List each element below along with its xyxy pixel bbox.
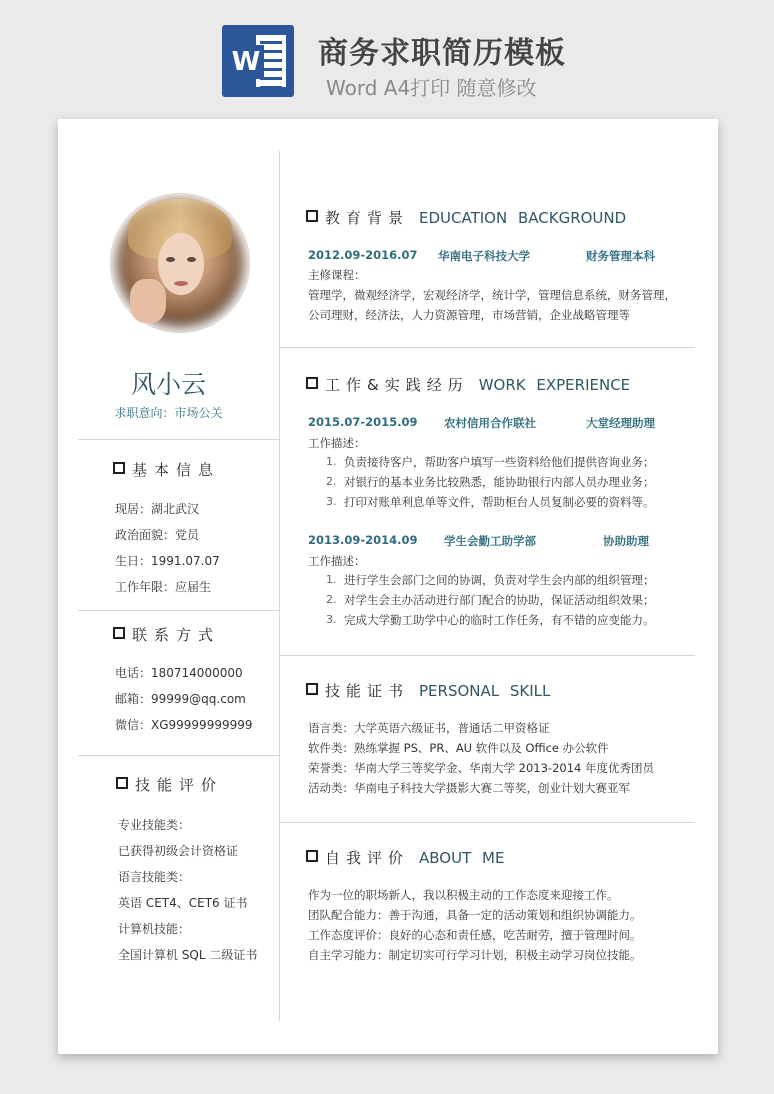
- divider: [279, 347, 695, 348]
- job-duty: 对银行的基本业务比较熟悉，能协助银行内部人员办理业务；: [344, 475, 655, 489]
- square-bullet-icon: [113, 627, 125, 639]
- divider: [279, 822, 695, 823]
- about-item: 团队配合能力：善于沟通，具备一定的活动策划和组织协调能力。: [308, 908, 642, 922]
- info-location: 现居：湖北武汉: [115, 502, 200, 516]
- cert-item: 荣誉类：华南大学三等奖学金、华南大学 2013-2014 年度优秀团员: [308, 761, 654, 775]
- contact-title: 联系方式: [113, 624, 220, 645]
- job-intent: 求职意向：市场公关: [114, 406, 223, 420]
- job-duty: 进行学生会部门之间的协调，负责对学生会内部的组织管理；: [344, 573, 655, 587]
- square-bullet-icon: [306, 210, 318, 222]
- banner-subtitle: Word A4打印 随意修改: [326, 76, 537, 100]
- job-desc-label: 工作描述：: [308, 554, 366, 568]
- skill-item: 专业技能类：: [118, 818, 191, 832]
- resume-page: 风小云 求职意向：市场公关 基本信息 现居：湖北武汉 政治面貌：党员 生日：1991.07.07 工作年限：应届生 联系方式 电话：180714000000 邮箱：99999@qq.com 微信：XG99999999999 技能评价 专业技能类： 已获得初级会计资格证 语言技能类： 英语 CET4、CET6 证书 计算机技能： 全国计算机 SQL 二级证书 教育背景 EDUCATION BACKGROUND 2012.09-2016.07 华南电子科技大学 财务管理本科 主修课程： 管理学，微观经济学，宏观经济学，统计学，管理信息系统，财务管理， 公司理财，经济法，人力资源管理，市场营销，企业战略管理等 工作&实践经历 WORK EXPERIENCE 2015.07-2015.09 农村信用合作联社 大堂经理助理 工作描述： 1. 负责接待客户，帮助客户填写一些资料给他们提供咨询业务； 2. 对银行的基本业务比较熟悉，能协助银行内部人员办理业务； 3. 打印对账单利息单等文件，帮助柜台人员复制必要的资料等。 2013.09-2014.09 学生会勤工助学部 协助助理 工作描述： 1. 进行学生会部门之间的协调，负责对学生会内部的组织管理； 2. 对学生会主办活动进行部门配合的协助，保证活动组织效果； 3. 完成大学勤工助学中心的临时工作任务，有不错的应变能力。 技能证书 PERSONAL SKILL 语言类：大学英语六级证书，普通话二甲资格证 软件类：熟练掌握 PS、PR、AU 软件以及 Office 办公软件 荣誉类：华南大学三等奖学金、华南大学 2013-2014 年度优秀团员 活动类：华南电子科技大学摄影大赛二等奖，创业计划大赛亚军 自我评价 ABOUT ME 作为一位的职场新人，我以积极主动的工作态度来迎接工作。 团队配合能力：善于沟通，具备一定的活动策划和组织协调能力。 工作态度评价：良好的心态和责任感，吃苦耐劳，擅于管理时间。 自主学习能力：制定切实可行学习计划，积极主动学习岗位技能。: [58, 119, 718, 1054]
- about-item: 工作态度评价：良好的心态和责任感，吃苦耐劳，擅于管理时间。: [308, 928, 642, 942]
- skill-item: 已获得初级会计资格证: [118, 844, 239, 858]
- job-duty: 完成大学勤工助学中心的临时工作任务，有不错的应变能力。: [344, 613, 655, 627]
- job-role: 协助助理: [603, 534, 649, 548]
- skill-item: 英语 CET4、CET6 证书: [118, 896, 248, 910]
- edu-courses-label: 主修课程：: [308, 268, 366, 282]
- word-icon: W: [222, 25, 294, 97]
- edu-degree: 财务管理本科: [586, 249, 655, 263]
- info-birthday: 生日：1991.07.07: [115, 554, 220, 568]
- column-divider: [279, 151, 280, 1021]
- profile-photo: [110, 193, 250, 333]
- about-item: 作为一位的职场新人，我以积极主动的工作态度来迎接工作。: [308, 888, 619, 902]
- contact-wechat: 微信：XG99999999999: [115, 718, 253, 732]
- banner-title: 商务求职简历模板: [318, 36, 566, 71]
- square-bullet-icon: [306, 377, 318, 389]
- skill-item: 全国计算机 SQL 二级证书: [118, 948, 258, 962]
- info-experience: 工作年限：应届生: [115, 580, 212, 594]
- skill-item: 计算机技能：: [118, 922, 191, 936]
- job-role: 大堂经理助理: [586, 416, 655, 430]
- contact-email: 邮箱：99999@qq.com: [115, 692, 246, 706]
- divider: [78, 610, 279, 611]
- square-bullet-icon: [306, 683, 318, 695]
- job-desc-label: 工作描述：: [308, 436, 366, 450]
- cert-item: 软件类：熟练掌握 PS、PR、AU 软件以及 Office 办公软件: [308, 741, 609, 755]
- template-banner: [0, 0, 774, 110]
- edu-courses-line: 管理学，微观经济学，宏观经济学，统计学，管理信息系统，财务管理，: [308, 288, 676, 302]
- cert-item: 语言类：大学英语六级证书，普通话二甲资格证: [308, 721, 550, 735]
- applicant-name: 风小云: [130, 370, 206, 399]
- divider: [78, 439, 279, 440]
- square-bullet-icon: [116, 777, 128, 789]
- job-duty: 负责接待客户，帮助客户填写一些资料给他们提供咨询业务；: [344, 455, 655, 469]
- job-period: 2013.09-2014.09: [308, 533, 418, 547]
- about-item: 自主学习能力：制定切实可行学习计划，积极主动学习岗位技能。: [308, 948, 642, 962]
- basic-info-title: 基本信息: [113, 459, 220, 480]
- job-duty: 打印对账单利息单等文件，帮助柜台人员复制必要的资料等。: [344, 495, 655, 509]
- divider: [78, 755, 279, 756]
- job-duty: 对学生会主办活动进行部门配合的协助，保证活动组织效果；: [344, 593, 655, 607]
- certs-title: 技能证书 PERSONAL SKILL: [306, 680, 550, 701]
- square-bullet-icon: [113, 462, 125, 474]
- skill-item: 语言技能类：: [118, 870, 191, 884]
- job-period: 2015.07-2015.09: [308, 415, 418, 429]
- work-title: 工作&实践经历 WORK EXPERIENCE: [306, 374, 630, 395]
- education-title: 教育背景 EDUCATION BACKGROUND: [306, 207, 626, 228]
- job-org: 学生会勤工助学部: [444, 534, 536, 548]
- info-political: 政治面貌：党员: [115, 528, 200, 542]
- edu-school: 华南电子科技大学: [438, 249, 530, 263]
- edu-period: 2012.09-2016.07: [308, 248, 418, 262]
- divider: [279, 655, 695, 656]
- contact-phone: 电话：180714000000: [115, 666, 243, 680]
- skills-title: 技能评价: [116, 774, 223, 795]
- about-title: 自我评价 ABOUT ME: [306, 847, 504, 868]
- job-org: 农村信用合作联社: [444, 416, 536, 430]
- cert-item: 活动类：华南电子科技大学摄影大赛二等奖，创业计划大赛亚军: [308, 781, 630, 795]
- square-bullet-icon: [306, 850, 318, 862]
- edu-courses-line: 公司理财，经济法，人力资源管理，市场营销，企业战略管理等: [308, 308, 630, 322]
